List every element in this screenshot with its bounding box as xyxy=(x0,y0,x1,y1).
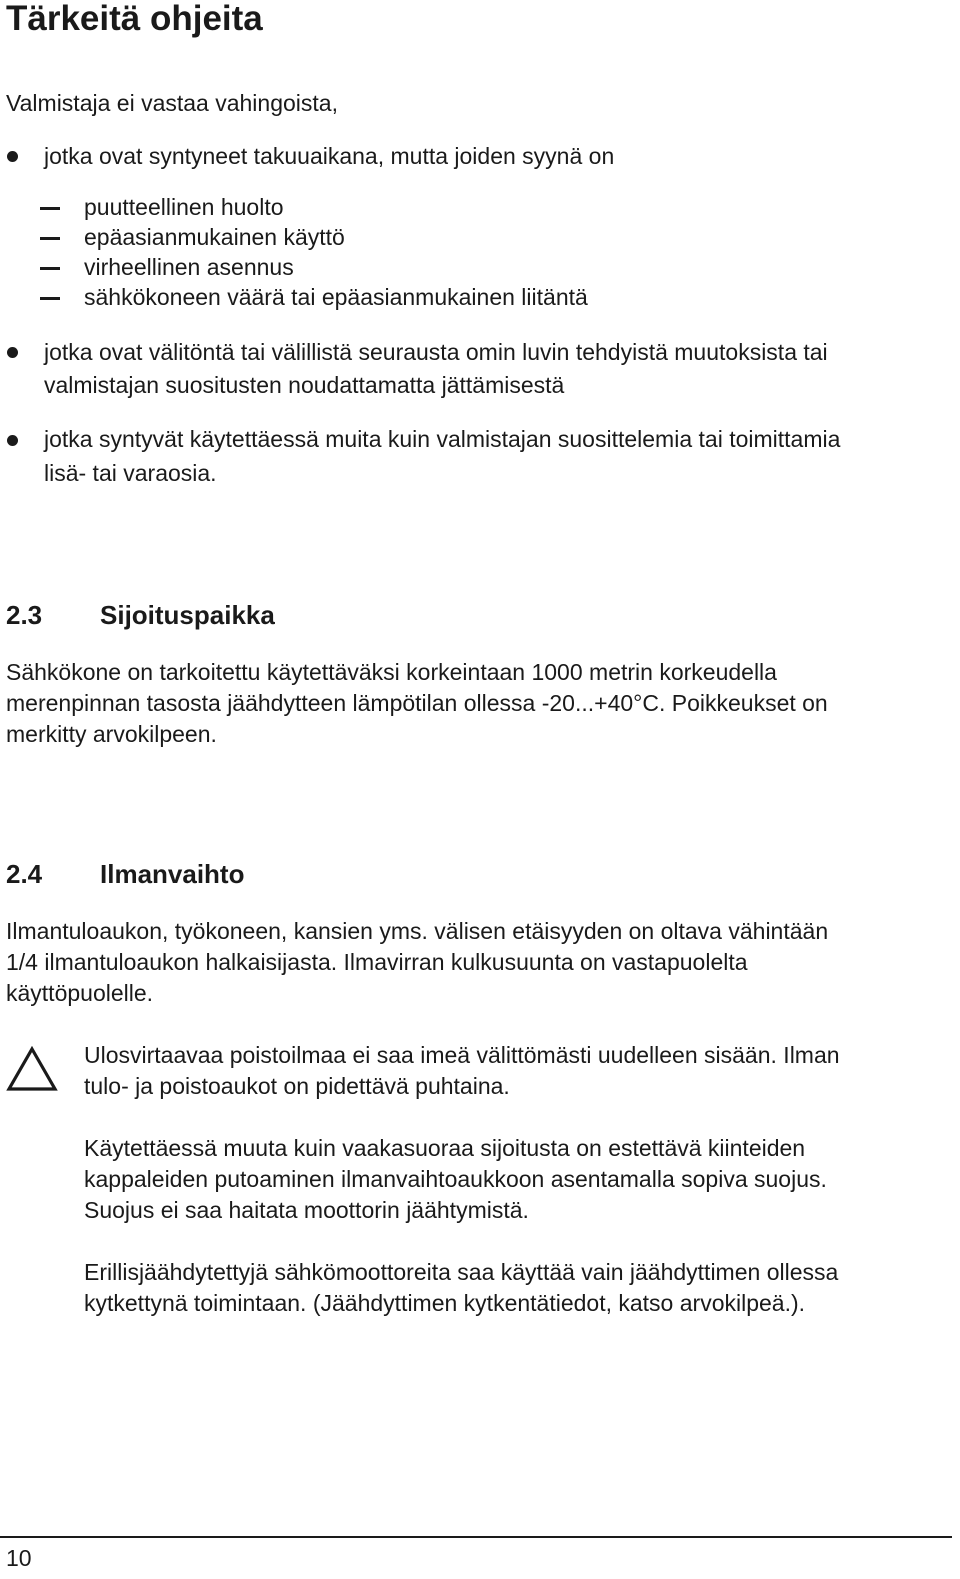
bullet-text: jotka syntyvät käytettäessä muita kuin valmistajan suosittelemia tai toimittamia xyxy=(44,426,841,452)
section-body-line: merkitty arvokilpeen. xyxy=(6,721,217,747)
dash-item: epäasianmukainen käyttö xyxy=(84,224,345,250)
intro-text: Valmistaja ei vastaa vahingoista, xyxy=(6,90,338,116)
page-title: Tärkeitä ohjeita xyxy=(6,0,263,38)
bullet-dot xyxy=(7,347,18,358)
page-number: 10 xyxy=(6,1545,32,1571)
section-title: Ilmanvaihto xyxy=(100,859,245,889)
dash-item: puutteellinen huolto xyxy=(84,194,284,220)
bullet-dot xyxy=(7,435,18,446)
section-body-line: Ilmantuloaukon, työkoneen, kansien yms. välisen etäisyyden on oltava vähintään xyxy=(6,918,829,944)
section-number: 2.3 xyxy=(6,600,43,630)
section-body-line: merenpinnan tasosta jäähdytteen lämpötilan ollessa -20...+40°C. Poikkeukset on xyxy=(6,690,828,716)
warning-text: tulo- ja poistoaukot on pidettävä puhtaina. xyxy=(84,1073,510,1099)
warning-text: Käytettäessä muuta kuin vaakasuoraa sijoitusta on estettävä kiinteiden xyxy=(84,1135,806,1161)
warning-text: kappaleiden putoaminen ilmanvaihtoaukkoon asentamalla sopiva suojus. xyxy=(84,1166,827,1192)
bullet-text-continued: lisä- tai varaosia. xyxy=(44,460,217,486)
bullet-text: jotka ovat syntyneet takuuaikana, mutta joiden syynä on xyxy=(44,143,615,169)
dash-marker xyxy=(40,237,60,240)
dash-marker xyxy=(40,297,60,300)
warning-text: Ulosvirtaavaa poistoilmaa ei saa imeä välittömästi uudelleen sisään. Ilman xyxy=(84,1042,840,1068)
section-body-line: Sähkökone on tarkoitettu käytettäväksi korkeintaan 1000 metrin korkeudella xyxy=(6,659,777,685)
warning-triangle-icon xyxy=(6,1046,58,1092)
footer-rule xyxy=(0,1536,952,1538)
dash-marker xyxy=(40,267,60,270)
dash-item: virheellinen asennus xyxy=(84,254,294,280)
section-title: Sijoituspaikka xyxy=(100,600,275,630)
bullet-text-continued: valmistajan suositusten noudattamatta jättämisestä xyxy=(44,372,565,398)
bullet-text: jotka ovat välitöntä tai välillistä seurausta omin luvin tehdyistä muutoksista tai xyxy=(44,339,828,365)
warning-text: kytkettynä toimintaan. (Jäähdyttimen kytkentätiedot, katso arvokilpeä.). xyxy=(84,1290,806,1316)
bullet-dot xyxy=(7,151,18,162)
section-body-line: 1/4 ilmantuloaukon halkaisijasta. Ilmavirran kulkusuunta on vastapuolelta xyxy=(6,949,748,975)
warning-text: Erillisjäähdytettyjä sähkömoottoreita saa käyttää vain jäähdyttimen ollessa xyxy=(84,1259,839,1285)
warning-text: Suojus ei saa haitata moottorin jäähtymistä. xyxy=(84,1197,529,1223)
dash-marker xyxy=(40,207,60,210)
section-number: 2.4 xyxy=(6,859,43,889)
dash-item: sähkökoneen väärä tai epäasianmukainen liitäntä xyxy=(84,284,588,310)
section-body-line: käyttöpuolelle. xyxy=(6,980,154,1006)
